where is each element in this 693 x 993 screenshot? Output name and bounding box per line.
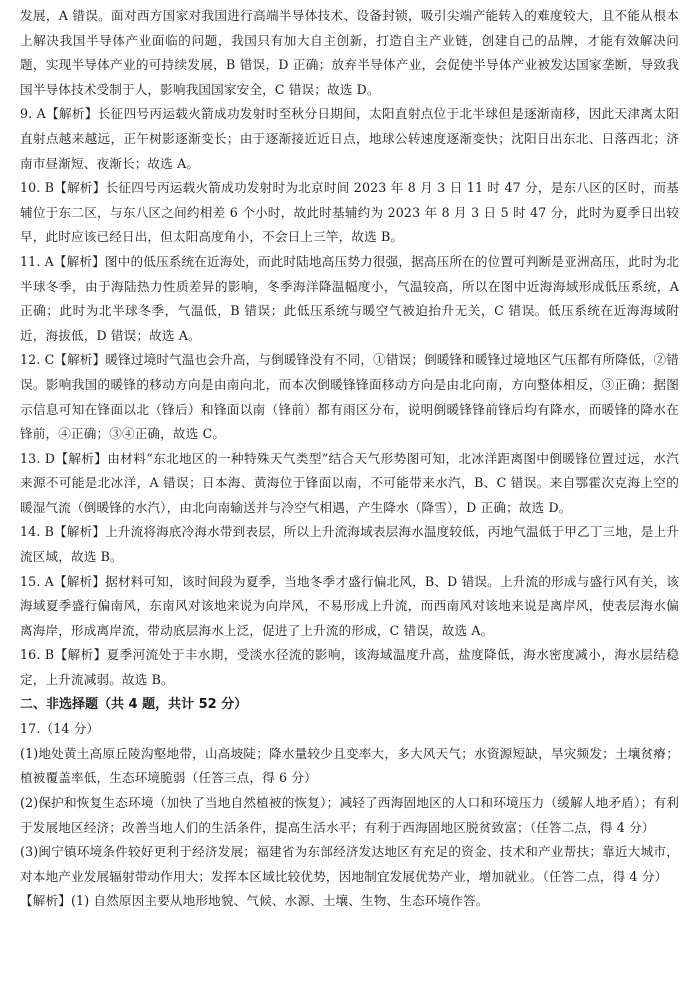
q17-part-1: (1)地处黄土高原丘陵沟壑地带，山高坡陡；降水量较少且变率大，多大风天气；水资源短缺，旱灾频发；土壤贫瘠；植被覆盖率低，生态环境脆弱（任答三点，得 6 分） [20,745,679,786]
paragraph-q15: 15. A【解析】据材料可知，该时间段为夏季，当地冬季才盛行偏北风，B、D 错误。上升流的形成与盛行风有关，该海域夏季盛行偏南风，东南风对该地来说为向岸风，不易形成上升流，而西南风对该地来说是离岸风，使表层海水偏离海岸，形成离岸流，带动底层海水上泛，促进了上升流的形成，C 错误，故选 A。 [20,573,679,638]
q17-title: 17.（14 分） [20,721,100,737]
paragraph-q10: 10. B【解析】长征四号丙运载火箭成功发射时为北京时间 2023 年 8 月 3 日 11 时 47 分，是东八区的区时，而基辅位于东二区，与东八区之间约相差 6 个小时，故此时基辅约为 2023 年 8 月 3 日 5 时 47 分，此时为夏季日出较早，此时应该已经日出，但太阳高度角小，不会日上三竿，故选 B。 [20,180,679,245]
paragraph-q14: 14. B【解析】上升流将海底冷海水带到表层，所以上升流海域表层海水温度较低，丙地气温低于甲乙丁三地，是上升流区域，故选 B。 [20,524,679,565]
paragraph-q12: 12. C【解析】暖锋过境时气温也会升高，与倒暖锋没有不同，①错误；倒暖锋和暖锋过境地区气压都有所降低，②错误。影响我国的暖锋的移动方向是由南向北，而本次倒暖锋锋面移动方向是由北向南，方向整体相反，③正确；据图示信息可知在锋面以北（锋后）和锋面以南（锋前）都有雨区分布，说明倒暖锋锋前锋后均有降水，而暖锋的降水在锋前，④正确；③④正确，故选 C。 [20,352,679,442]
paragraph-q16: 16. B【解析】夏季河流处于丰水期，受淡水径流的影响，该海域温度升高，盐度降低，海水密度减小，海水层结稳定，上升流减弱。故选 B。 [20,647,679,688]
paragraph-q11: 11. A【解析】图中的低压系统在近海处，而此时陆地高压势力很强，据高压所在的位置可判断是亚洲高压，此时为北半球冬季，由于海陆热力性质差异的影响，冬季海洋降温幅度小，气温较高，所以在图中近海海域形成低压系统，A 正确；此时为北半球冬季，气温低，B 错误；此低压系统与暖空气被迫抬升无关，C 错误。低压系统在近海海域附近，海拔低，D 错误；故选 A。 [20,253,679,343]
paragraph-q8-continued: 发展，A 错误。面对西方国家对我国进行高端半导体技术、设备封锁，吸引尖端产能转入的难度较大，且不能从根本上解决我国半导体产业面临的问题，我国只有加大自主创新，打造自主产业链，创建自己的品牌，才能有效解决问题，实现半导体产业的可持续发展，B 错误，D 正确；放弃半导体产业，会促使半导体产业被发达国家垄断，导致我国半导体技术受制于人，影响我国国家安全，C 错误；故选 D。 [20,8,679,97]
paragraph-q13: 13. D【解析】由材料“东北地区的一种特殊天气类型”结合天气形势图可知，北冰洋距离图中倒暖锋位置过远，水汽来源不可能是北冰洋，A 错误；日本海、黄海位于锋面以南，不可能带来水汽，B、C 错误。来自鄂霍次克海上空的暖湿气流（倒暖锋的水汽），由北向南输送并与冷空气相遇，产生降水（降雪），D 正确；故选 D。 [20,450,679,515]
paragraph-q9: 9. A【解析】长征四号丙运载火箭成功发射时至秋分日期间，太阳直射点位于北半球但是逐渐南移，因此天津离太阳直射点越来越远，正午树影逐渐变长；由于逐渐接近近日点，地球公转速度逐渐变快；沈阳日出东北、日落西北；济南市昼渐短、夜渐长；故选 A。 [20,106,679,171]
q17-analysis: 【解析】(1) 自然原因主要从地形地貌、气候、水源、土壤、生物、生态环境作答。 [20,893,489,909]
q17-part-2: (2)保护和恢复生态环境（加快了当地自然植被的恢复）；减轻了西海固地区的人口和环境压力（缓解人地矛盾）；有利于发展地区经济；改善当地人们的生活条件，提高生活水平；有利于西海固地区脱贫致富；（任答二点，得 4 分） [20,795,679,835]
q17-part-3: (3)闽宁镇环境条件较好更利于经济发展；福建省为东部经济发达地区有充足的资金、技术和产业帮扶；靠近大城市，对本地产业发展辐射带动作用大；发挥本区域比较优势，因地制宜发展优势产业，增加就业。（任答二点，得 4 分） [20,844,679,884]
section-heading: 二、非选择题（共 4 题，共计 52 分） [20,696,248,712]
